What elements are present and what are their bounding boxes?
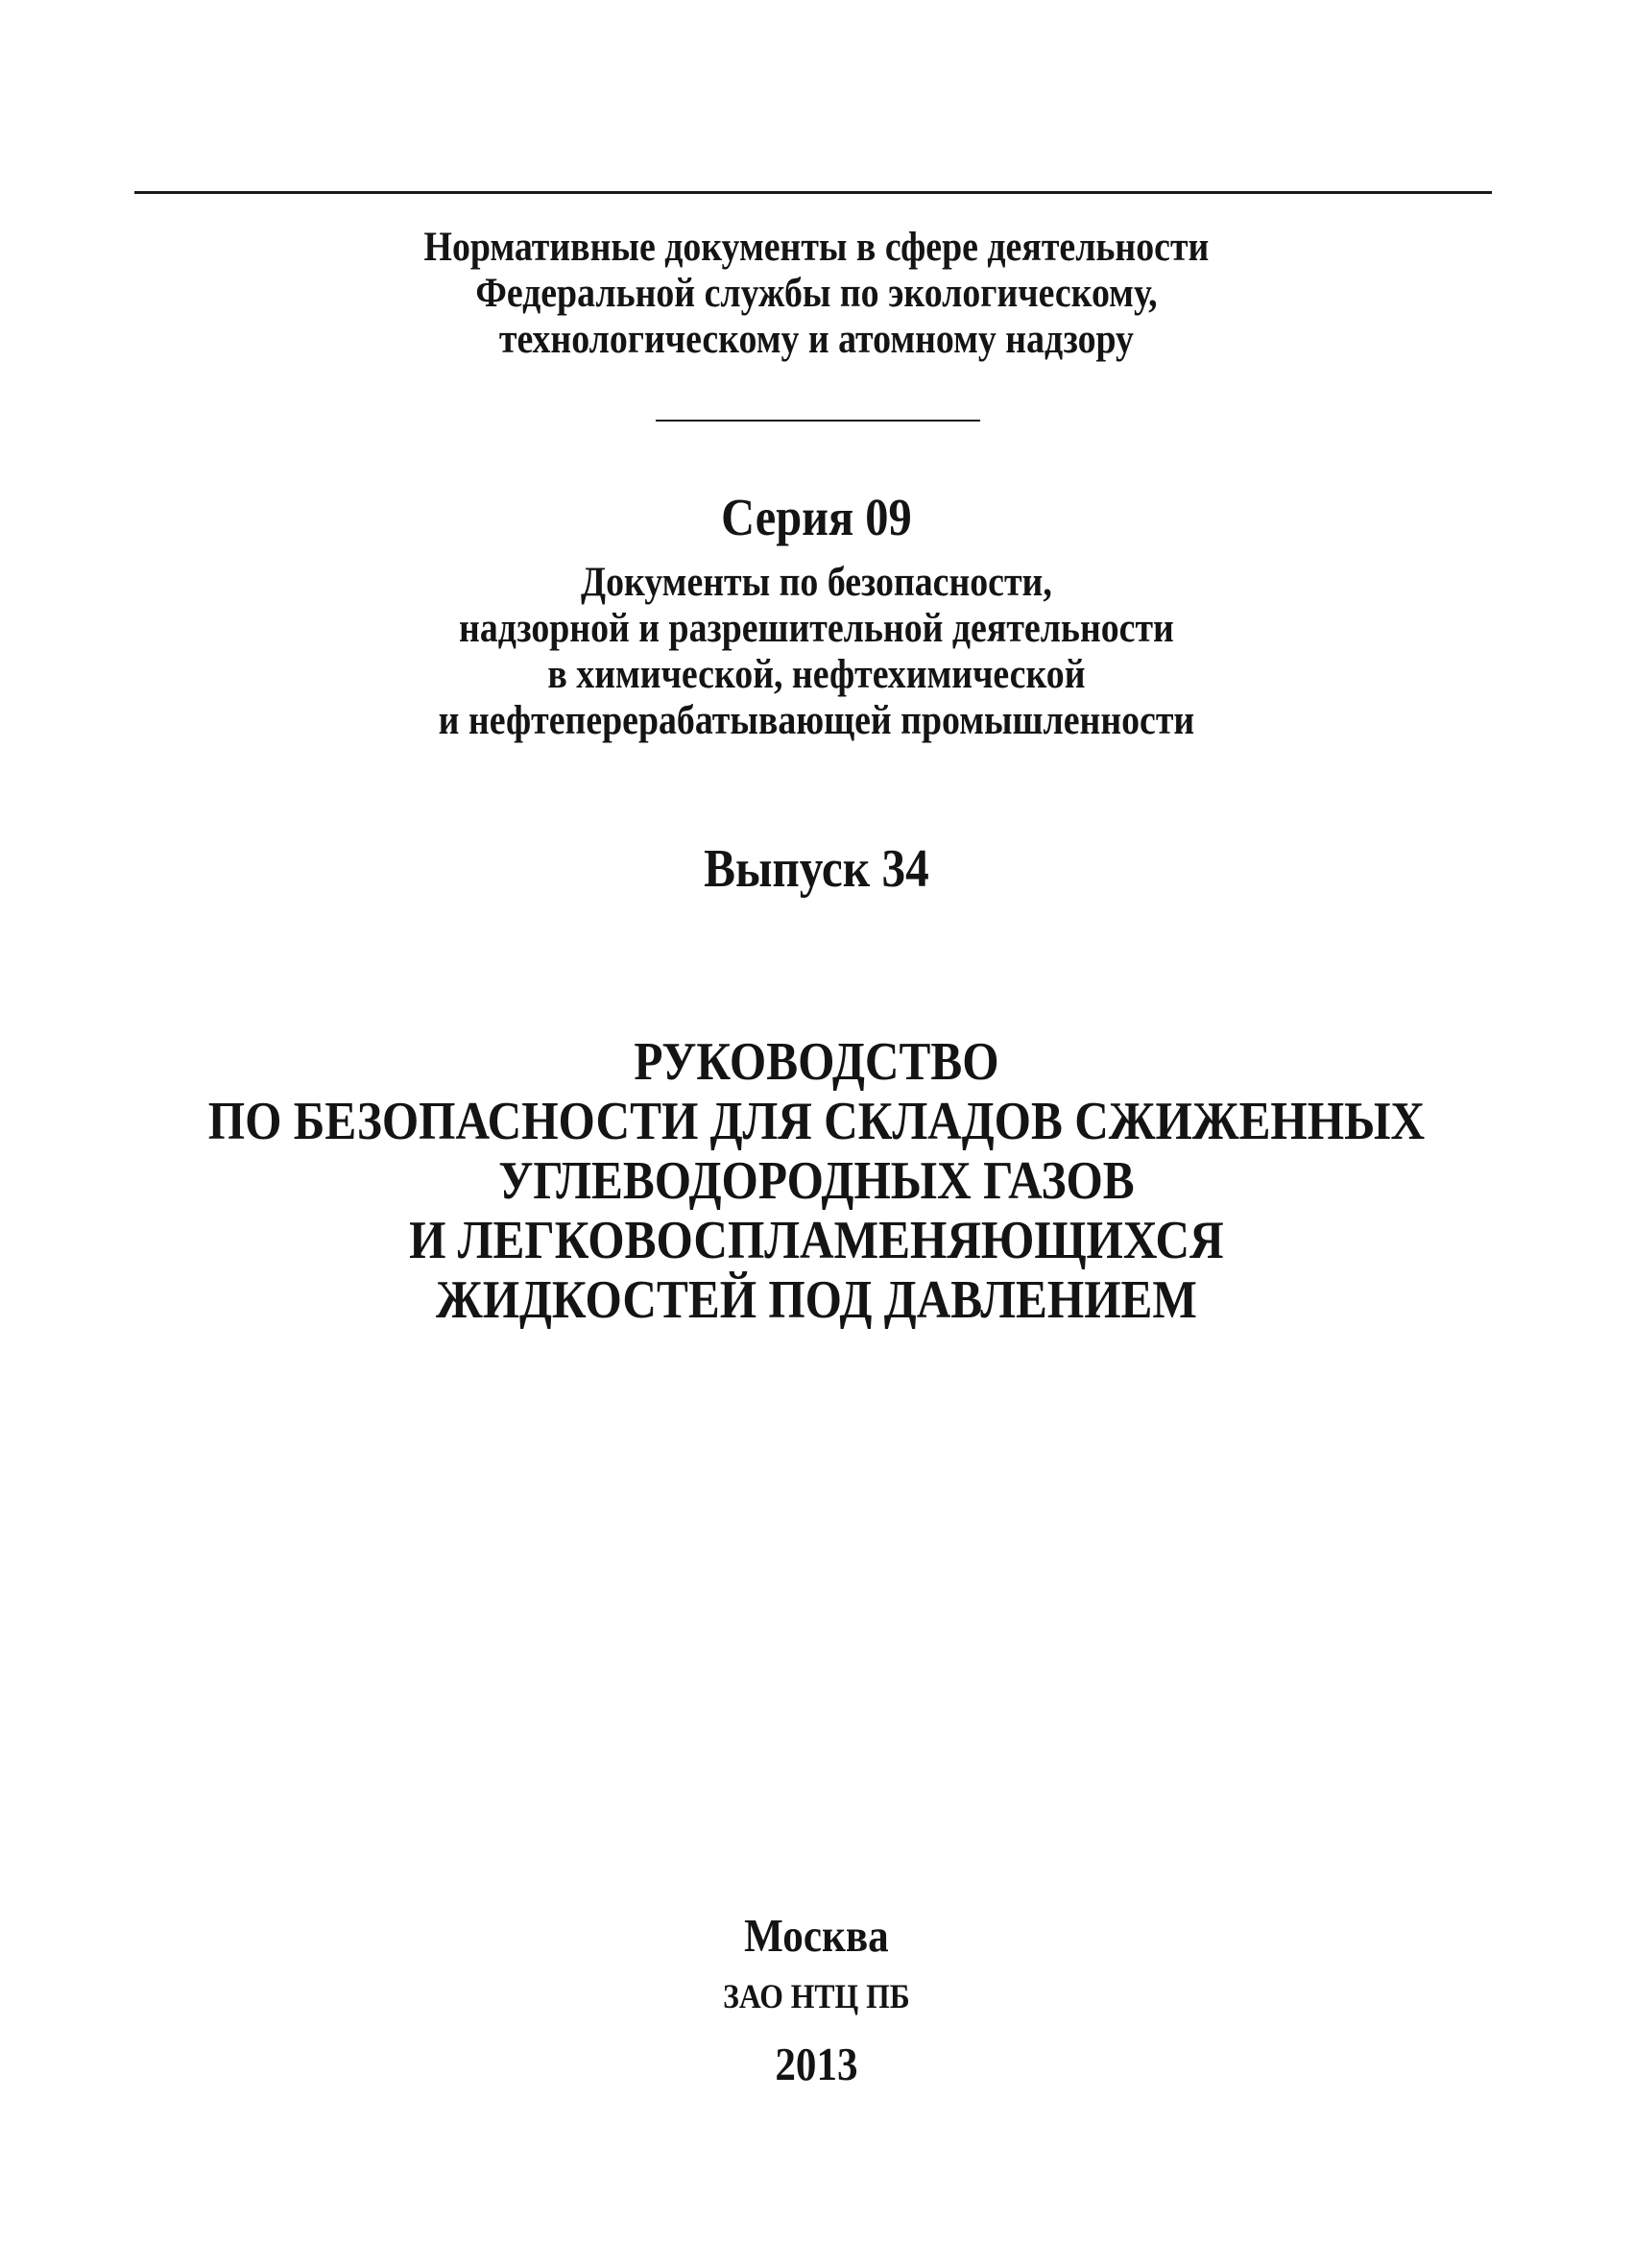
- imprint-publisher: [98, 1976, 1535, 2016]
- series-title: [98, 488, 1535, 547]
- imprint-city: [98, 1909, 1535, 1963]
- document-title-line: ПО БЕЗОПАСНОСТИ ДЛЯ СКЛАДОВ СЖИЖЕННЫХ: [207, 1092, 1426, 1151]
- city-name: Москва: [744, 1909, 889, 1962]
- publication-year: 2013: [775, 2038, 858, 2090]
- series-description-line: и нефтеперерабатывающей промышленности: [438, 698, 1195, 743]
- series-description-line: Документы по безопасности,: [581, 560, 1052, 605]
- issue-label: Выпуск 34: [704, 839, 929, 899]
- document-title-line: УГЛЕВОДОРОДНЫХ ГАЗОВ: [498, 1151, 1135, 1211]
- section-divider-line: [656, 420, 980, 422]
- agency-line: Нормативные документы в сфере деятельности: [423, 225, 1210, 270]
- series-description: [98, 560, 1535, 744]
- agency-line: технологическому и атомному надзору: [498, 317, 1134, 362]
- agency-line: Федеральной службы по экологическому,: [475, 271, 1158, 316]
- document-title-line: ЖИДКОСТЕЙ ПОД ДАВЛЕНИЕМ: [435, 1270, 1197, 1330]
- series-number: Серия 09: [721, 488, 912, 546]
- publisher-name: ЗАО НТЦ ПБ: [723, 1977, 910, 2015]
- issue-heading: [98, 838, 1535, 900]
- agency-heading: [98, 225, 1535, 363]
- imprint-year: [98, 2038, 1535, 2091]
- document-title-line: РУКОВОДСТВО: [634, 1032, 999, 1092]
- document-title-line: И ЛЕГКОВОСПЛАМЕНЯЮЩИХСЯ: [409, 1211, 1224, 1270]
- document-title: [98, 1032, 1535, 1330]
- top-divider-line: [134, 191, 1492, 194]
- series-description-line: надзорной и разрешительной деятельности: [459, 606, 1174, 651]
- series-description-line: в химической, нефтехимической: [547, 652, 1086, 697]
